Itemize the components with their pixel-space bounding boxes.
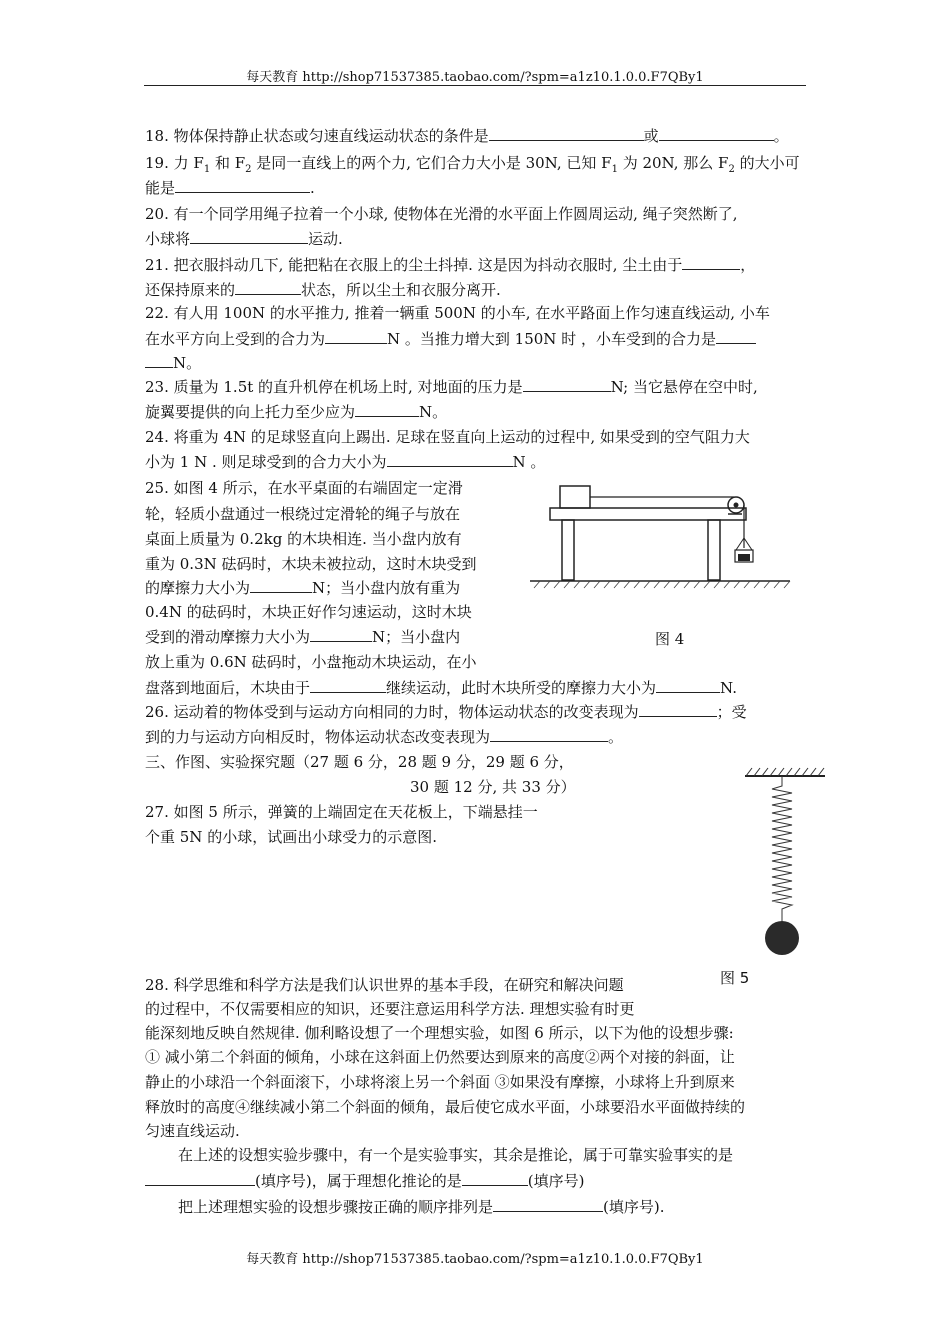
q28-line-8: 在上述的设想实验步骤中，有一个是实验事实，其余是推论，属于可靠实验事实的是	[178, 1146, 734, 1164]
q23-line-2: 旋翼要提供的向上托力至少应为 N。	[145, 403, 448, 421]
q24-line-2: 小为 1 N . 则足球受到的合力大小为 N 。	[145, 453, 546, 471]
q26-line-1: 26. 运动着的物体受到与运动方向相同的力时，物体运动状态的改变表现为 ；受	[145, 703, 747, 721]
q20-line-1: 20. 有一个同学用绳子拉着一个小球, 使物体在光滑的水平面上作圆周运动, 绳子突然断了,	[145, 205, 738, 223]
q28-line-2: 的过程中，不仅需要相应的知识，还要注意运用科学方法. 理想实验有时更	[145, 1000, 635, 1018]
q18: 18. 物体保持静止状态或匀速直线运动状态的条件是 或 。	[145, 127, 789, 145]
q24-line-1: 24. 将重为 4N 的足球竖直向上踢出. 足球在竖直向上运动的过程中, 如果受到的空气阻力大	[145, 428, 750, 446]
q28-line-10: 把上述理想实验的设想步骤按正确的顺序排列是 (填序号).	[178, 1198, 665, 1216]
page-footer: 每天教育 http://shop71537385.taobao.com/?spm=a1z10.1.0.0.F7QBy1	[246, 1252, 704, 1267]
weights	[738, 554, 750, 561]
table-leg-right	[708, 520, 720, 580]
q19-line-2: 能是 .	[145, 179, 315, 197]
header-rule	[144, 85, 806, 86]
ground-hatching	[534, 581, 790, 588]
q27-line-1: 27. 如图 5 所示，弹簧的上端固定在天花板上，下端悬挂一	[145, 803, 538, 821]
figure-5-diagram	[740, 762, 830, 962]
q23-line-1: 23. 质量为 1.5t 的直升机停在机场上时, 对地面的压力是 N; 当它悬停在空中时,	[145, 378, 758, 396]
table-leg-left	[562, 520, 574, 580]
q22-line-3: N。	[145, 354, 201, 372]
ball	[765, 921, 799, 955]
q28-line-1: 28. 科学思维和科学方法是我们认识世界的基本手段，在研究和解决问题	[145, 976, 624, 994]
pulley-axle	[734, 503, 739, 508]
q25-line-1: 25. 如图 4 所示，在水平桌面的右端固定一定滑	[145, 479, 463, 497]
q28-line-5: 静止的小球沿一个斜面滚下，小球将滚上另一个斜面 ③如果没有摩擦，小球将上升到原来	[145, 1073, 735, 1091]
q22-line-2: 在水平方向上受到的合力为 N 。当推力增大到 150N 时 ，小车受到的合力是	[145, 330, 756, 348]
q25-line-6: 0.4N 的砝码时，木块正好作匀速运动，这时木块	[145, 603, 472, 621]
section-3-heading-cont: 30 题 12 分, 共 33 分）	[410, 778, 576, 796]
q21-line-2: 还保持原来的 状态，所以尘土和衣服分离开.	[145, 281, 501, 299]
q28-line-4: ① 减小第二个斜面的倾角，小球在这斜面上仍然要达到原来的高度②两个对接的斜面，让	[145, 1048, 735, 1066]
q21-line-1: 21. 把衣服抖动几下, 能把粘在衣服上的尘土抖掉. 这是因为抖动衣服时, 尘土由于 ，	[145, 256, 756, 274]
page-header: 每天教育 http://shop71537385.taobao.com/?spm=a1z10.1.0.0.F7QBy1	[246, 70, 704, 85]
spring	[772, 776, 792, 922]
q19-line-1: 19. 力 $F_1$ 和 $F_2$ 是同一直线上的两个力, 它们合力大小是 30N, 已知 $F_1$ 为 20N, 那么 $F_2$ 的大小可	[145, 154, 800, 175]
q28-line-3: 能深刻地反映自然规律. 伽利略设想了一个理想实验，如图 6 所示，以下为他的设想步骤:	[145, 1024, 734, 1042]
table-top	[550, 508, 746, 520]
ceiling-hatching	[746, 768, 824, 776]
q22-line-1: 22. 有人用 100N 的水平推力, 推着一辆重 500N 的小车, 在水平路面上作匀速直线运动, 小车	[145, 304, 770, 322]
q28-line-6: 释放时的高度④继续减小第二个斜面的倾角，最后使它成水平面，小球要沿水平面做持续的	[145, 1098, 746, 1116]
q28-line-9: (填序号)，属于理想化推论的是 (填序号)	[145, 1172, 584, 1190]
figure-5-caption: 图 5	[720, 969, 750, 987]
q25-line-7: 受到的滑动摩擦力大小为 N；当小盘内	[145, 628, 461, 646]
q25-line-8: 放上重为 0.6N 砝码时，小盘拖动木块运动，在小	[145, 653, 477, 671]
figure-4-caption: 图 4	[655, 630, 685, 648]
q27-line-2: 个重 5N 的小球，试画出小球受力的示意图.	[145, 828, 437, 846]
q25-line-4: 重为 0.3N 砝码时，木块未被拉动，这时木块受到	[145, 555, 477, 573]
q25-line-5: 的摩擦力大小为 N；当小盘内放有重为	[145, 579, 461, 597]
section-3-heading: 三、作图、实验探究题（27 题 6 分，28 题 9 分，29 题 6 分，	[145, 753, 574, 771]
q28-line-7: 匀速直线运动.	[145, 1122, 240, 1140]
figure-4-diagram	[520, 478, 800, 618]
q25-line-3: 桌面上质量为 0.2kg 的木块相连. 当小盘内放有	[145, 530, 462, 548]
q26-line-2: 到的力与运动方向相反时，物体运动状态改变表现为 。	[145, 728, 624, 746]
q20-line-2: 小球将 运动.	[145, 230, 343, 248]
q25-line-9: 盘落到地面后，木块由于 继续运动，此时木块所受的摩擦力大小为 N.	[145, 679, 737, 697]
wood-block	[560, 486, 590, 508]
q25-line-2: 轮，轻质小盘通过一根绕过定滑轮的绳子与放在	[145, 505, 461, 523]
